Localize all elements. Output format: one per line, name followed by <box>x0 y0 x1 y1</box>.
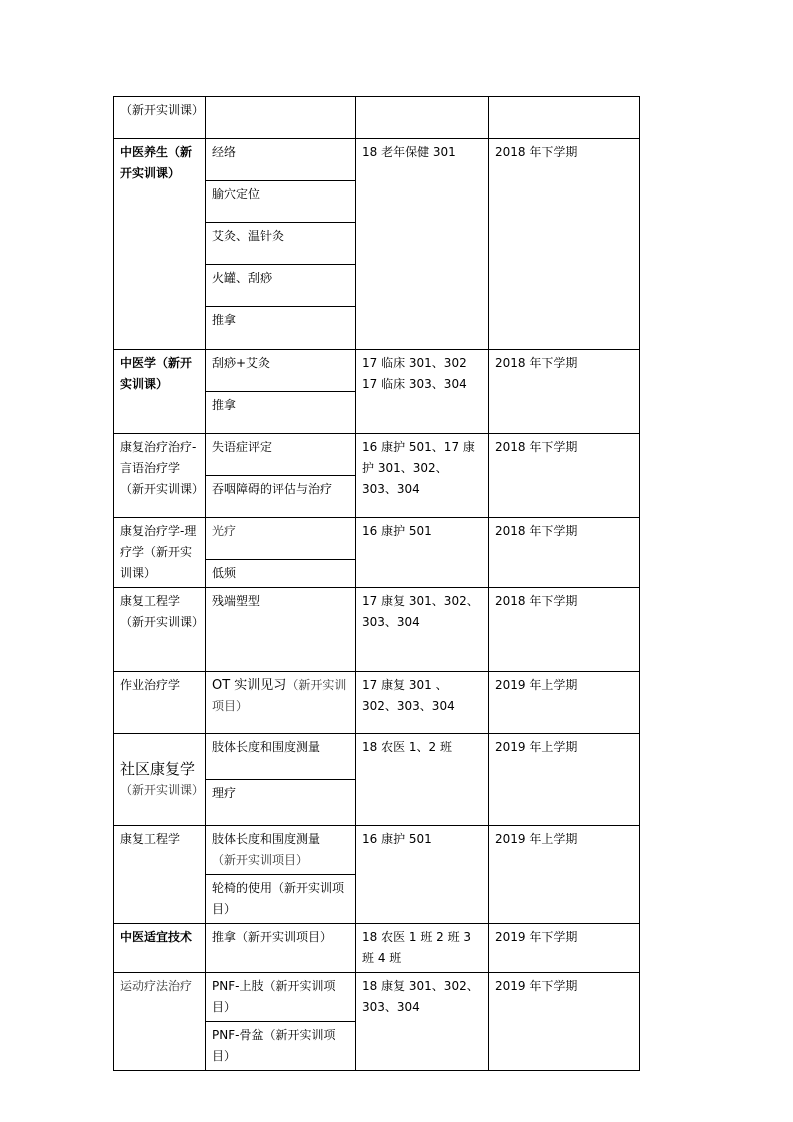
course-cell: 中医学（新开实训课） <box>114 350 206 434</box>
item-cell: 推拿 <box>206 392 356 434</box>
course-cell <box>114 734 206 826</box>
class-cell: 16 康护 501 <box>356 518 489 588</box>
term-cell: 2019 年上学期 <box>489 672 640 734</box>
term-cell: 2018 年下学期 <box>489 518 640 588</box>
term-cell: 2019 年上学期 <box>489 826 640 924</box>
class-cell: 17 康复 301 、302、303、304 <box>356 672 489 734</box>
class-cell: 18 老年保健 301 <box>356 139 489 350</box>
course-cell: 康复工程学（新开实训课） <box>114 588 206 672</box>
item-main: OT 实训见习 <box>212 678 287 693</box>
course-cell: 运动疗法治疗 <box>114 973 206 1071</box>
item-cell: 腧穴定位 <box>206 181 356 223</box>
term-cell <box>489 97 640 139</box>
class-cell: 16 康护 501、17 康护 301、302、303、304 <box>356 434 489 518</box>
item-cell: PNF-骨盆（新开实训项目） <box>206 1022 356 1071</box>
table-row <box>114 97 640 139</box>
item-cell <box>206 826 356 875</box>
table-row <box>114 672 640 734</box>
item-cell: 艾灸、温针灸 <box>206 223 356 265</box>
class-cell: 18 康复 301、302、303、304 <box>356 973 489 1071</box>
course-note: （新开实训课） <box>120 782 205 797</box>
table-row <box>114 588 640 672</box>
item-cell <box>206 97 356 139</box>
item-cell: 肢体长度和围度测量 <box>206 734 356 780</box>
course-cell: 作业治疗学 <box>114 672 206 734</box>
item-cell: 光疗 <box>206 518 356 560</box>
item-cell: 残端塑型 <box>206 588 356 672</box>
item-cell: 推拿（新开实训项目） <box>206 924 356 973</box>
class-cell: 18 农医 1 班 2 班 3 班 4 班 <box>356 924 489 973</box>
table-row <box>114 139 640 181</box>
course-cell: 康复治疗治疗-言语治疗学（新开实训课） <box>114 434 206 518</box>
class-cell: 17 康复 301、302、303、304 <box>356 588 489 672</box>
course-cell: 中医养生（新开实训课） <box>114 139 206 350</box>
term-cell: 2019 年上学期 <box>489 734 640 826</box>
course-cell: 康复治疗学-理疗学（新开实训课） <box>114 518 206 588</box>
table-row <box>114 826 640 875</box>
item-note: （新开实训项目） <box>212 853 309 867</box>
item-cell: 推拿 <box>206 307 356 350</box>
class-cell <box>356 350 489 434</box>
term-cell: 2018 年下学期 <box>489 139 640 350</box>
table-row <box>114 350 640 392</box>
item-cell: 轮椅的使用（新开实训项目） <box>206 875 356 924</box>
item-cell: 经络 <box>206 139 356 181</box>
term-cell: 2019 年下学期 <box>489 973 640 1071</box>
course-table <box>113 96 640 1071</box>
class-cell <box>356 97 489 139</box>
class-line: 17 临床 301、302 <box>362 356 467 370</box>
class-line: 17 临床 303、304 <box>362 377 467 391</box>
term-cell: 2018 年下学期 <box>489 350 640 434</box>
item-cell: 低频 <box>206 560 356 588</box>
table-row <box>114 518 640 560</box>
table-row <box>114 973 640 1022</box>
item-cell: 吞咽障碍的评估与治疗 <box>206 476 356 518</box>
term-cell: 2018 年下学期 <box>489 588 640 672</box>
item-note: （新开实训项目） <box>212 678 347 713</box>
item-cell: PNF-上肢（新开实训项目） <box>206 973 356 1022</box>
term-cell: 2018 年下学期 <box>489 434 640 518</box>
item-cell: 理疗 <box>206 780 356 826</box>
course-cell: 中医适宜技术 <box>114 924 206 973</box>
table-row <box>114 924 640 973</box>
table-row <box>114 434 640 476</box>
term-cell: 2019 年下学期 <box>489 924 640 973</box>
item-cell: 失语症评定 <box>206 434 356 476</box>
class-cell: 16 康护 501 <box>356 826 489 924</box>
course-cell: （新开实训课） <box>114 97 206 139</box>
item-cell: 火罐、刮痧 <box>206 265 356 307</box>
course-main: 社区康复学 <box>120 759 196 778</box>
item-cell: 刮痧+艾灸 <box>206 350 356 392</box>
class-cell: 18 农医 1、2 班 <box>356 734 489 826</box>
course-cell: 康复工程学 <box>114 826 206 924</box>
table-row <box>114 734 640 780</box>
item-cell <box>206 672 356 734</box>
item-main: 肢体长度和围度测量 <box>212 832 321 846</box>
